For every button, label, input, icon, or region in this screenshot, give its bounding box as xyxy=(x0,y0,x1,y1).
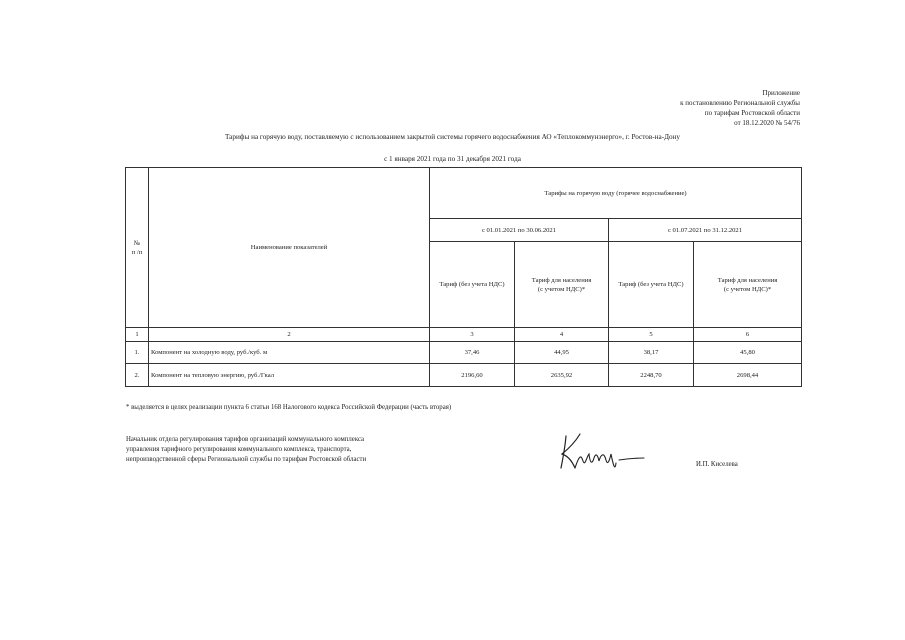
appendix-line-1: Приложение xyxy=(762,89,800,97)
row-value: 2698,44 xyxy=(694,364,802,387)
row-number: 2. xyxy=(126,364,149,387)
tariff-group-header: Тарифы на горячую воду (горячее водоснабжение) xyxy=(430,168,802,219)
tariff-no-vat-header-1: Тариф (без учета НДС) xyxy=(430,242,515,328)
row-number: 1. xyxy=(126,342,149,364)
numbering-cell: 5 xyxy=(609,328,694,342)
row-name: Компонент на холодную воду, руб./куб. м xyxy=(149,342,430,364)
tariff-population-header-1: Тариф для населения (с учетом НДС)* xyxy=(515,242,609,328)
tariff-table xyxy=(125,167,802,387)
row-value: 44,95 xyxy=(515,342,609,364)
numbering-row xyxy=(126,328,802,342)
signer-title-line-1: Начальник отдела регулирования тарифов организаций коммунального комплекса xyxy=(126,436,365,443)
appendix-line-4: от 18.12.2020 № 54/76 xyxy=(734,119,800,127)
handwritten-signature xyxy=(556,430,648,474)
tariff-no-vat-header-2: Тариф (без учета НДС) xyxy=(609,242,694,328)
appendix-line-2: к постановлению Региональной службы xyxy=(680,99,800,107)
signer-title-line-2: управления тарифного регулирования коммунального комплекса, транспорта, xyxy=(126,446,352,453)
numbering-cell: 1 xyxy=(126,328,149,342)
row-value: 2248,70 xyxy=(609,364,694,387)
period-2-header: с 01.07.2021 по 31.12.2021 xyxy=(609,219,802,242)
numbering-cell: 3 xyxy=(430,328,515,342)
period-1-header: с 01.01.2021 по 30.06.2021 xyxy=(430,219,609,242)
appendix-line-3: по тарифам Ростовской области xyxy=(704,109,800,117)
row-value: 38,17 xyxy=(609,342,694,364)
tariff-population-header-2: Тариф для населения (с учетом НДС)* xyxy=(694,242,802,328)
row-value: 2635,92 xyxy=(515,364,609,387)
appendix-header xyxy=(680,88,800,128)
row-value: 45,80 xyxy=(694,342,802,364)
numbering-cell: 6 xyxy=(694,328,802,342)
row-name: Компонент на тепловую энергию, руб./Гкал xyxy=(149,364,430,387)
table-row xyxy=(126,342,802,364)
numbering-cell: 2 xyxy=(149,328,430,342)
table-row xyxy=(126,364,802,387)
document-title: Тарифы на горячую воду, поставляемую с использованием закрытой системы горячего водоснабжения АО «Теплокоммунэнерго», г. Ростов-на-Дону xyxy=(224,133,681,141)
document-period: с 1 января 2021 года по 31 декабря 2021 года xyxy=(384,155,521,163)
signer-title xyxy=(126,435,366,465)
row-value: 37,46 xyxy=(430,342,515,364)
signer-title-line-3: непроизводственной сферы Региональной службы по тарифам Ростовской области xyxy=(126,456,367,463)
footnote: * выделяется в целях реализации пункта 6 статьи 168 Налогового кодекса Российской Федерации (часть вторая) xyxy=(126,404,452,411)
column-name-header: Наименование показателей xyxy=(149,168,430,328)
numbering-cell: 4 xyxy=(515,328,609,342)
row-value: 2196,60 xyxy=(430,364,515,387)
signer-name: И.П. Киселева xyxy=(696,461,738,468)
column-number-header: № п /п xyxy=(126,168,149,328)
